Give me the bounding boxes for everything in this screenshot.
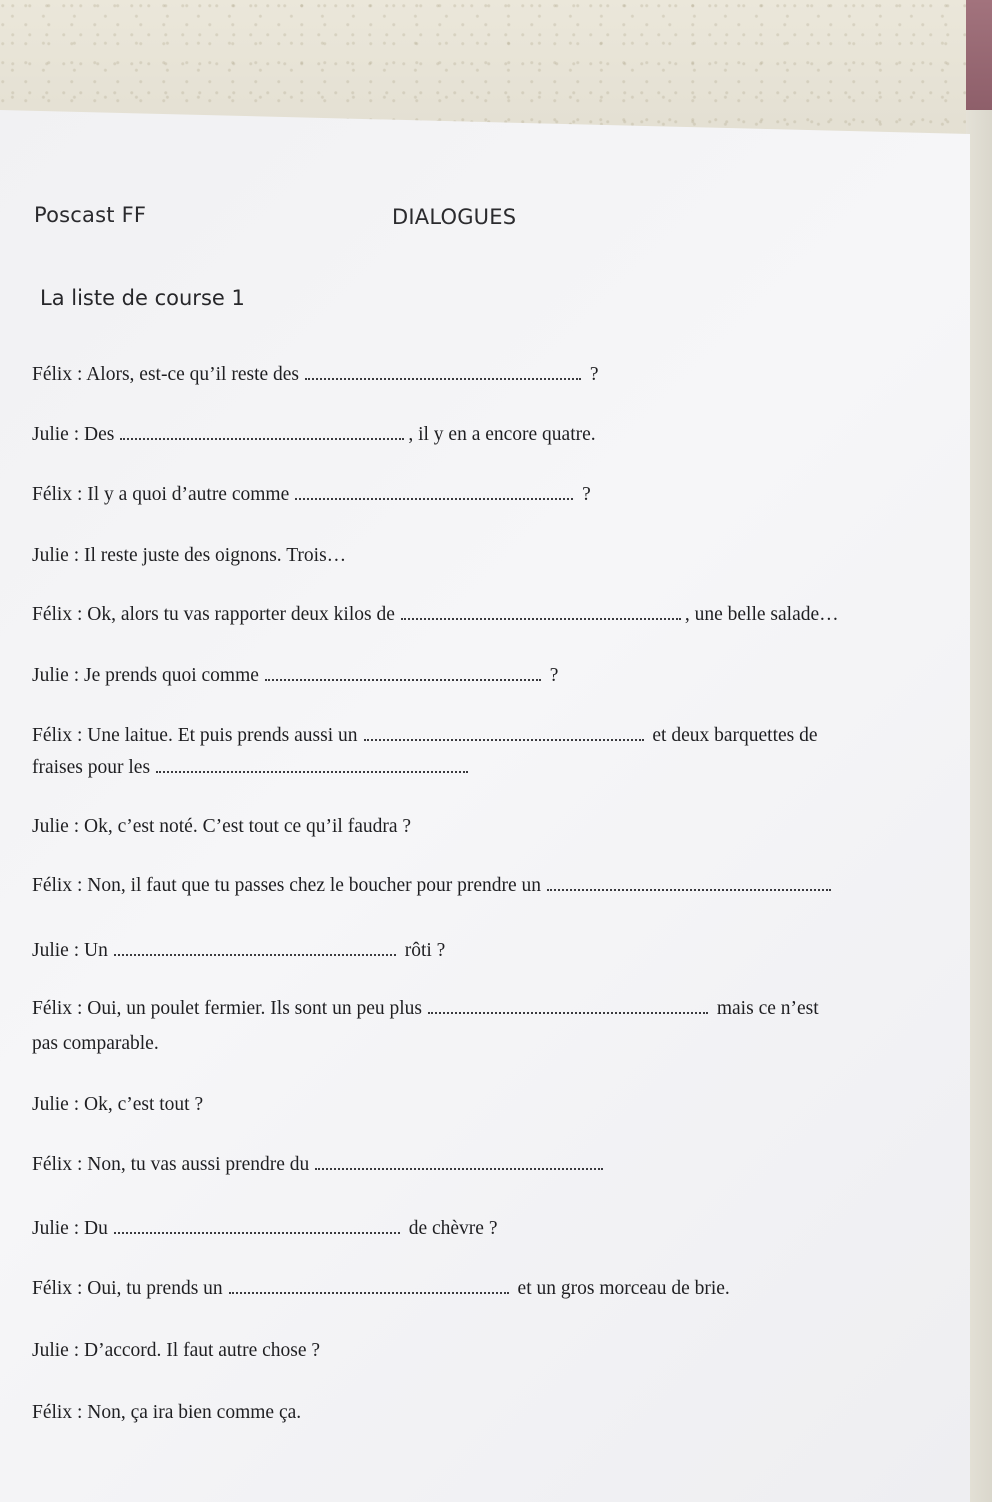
line-text: ?	[589, 364, 599, 385]
line-text: Je prends quoi comme	[84, 665, 259, 686]
dialogue-line	[32, 1154, 607, 1176]
dialogue-line	[32, 665, 558, 687]
line-text: Ok, alors tu vas rapporter deux kilos de	[87, 604, 395, 625]
speaker: Félix :	[32, 875, 83, 896]
speaker: Julie :	[32, 1218, 80, 1239]
blank-field[interactable]	[120, 424, 404, 440]
dialogue-line	[32, 998, 819, 1020]
line-text: pas comparable.	[32, 1033, 159, 1054]
speaker: Félix :	[32, 998, 83, 1019]
folder-corner	[966, 0, 992, 110]
line-text: et deux barquettes de	[652, 725, 818, 746]
line-text: Non, ça ira bien comme ça.	[87, 1402, 302, 1423]
blank-field[interactable]	[305, 364, 581, 380]
speaker: Félix :	[32, 484, 83, 505]
line-text: Ok, c’est noté. C’est tout ce qu’il faudra ?	[84, 816, 412, 837]
line-text: Un	[84, 940, 108, 961]
blank-field[interactable]	[156, 757, 468, 773]
blank-field[interactable]	[114, 940, 396, 956]
line-text: fraises pour les	[32, 757, 151, 778]
line-text: Oui, tu prends un	[87, 1278, 223, 1299]
speaker: Félix :	[32, 604, 83, 625]
dialogue-line	[32, 604, 839, 626]
line-text: Il y a quoi d’autre comme	[87, 484, 290, 505]
speaker: Julie :	[32, 1094, 80, 1115]
dialogue-line	[32, 364, 599, 386]
blank-field[interactable]	[547, 875, 831, 891]
line-text: Oui, un poulet fermier. Ils sont un peu plus	[87, 998, 422, 1019]
line-text: D’accord. Il faut autre chose ?	[84, 1340, 321, 1361]
dialogue-line	[32, 1340, 320, 1362]
blank-field[interactable]	[295, 484, 573, 500]
blank-field[interactable]	[114, 1218, 400, 1234]
line-text: Une laitue. Et puis prends aussi un	[87, 725, 358, 746]
dialogue-line-continuation	[32, 1033, 159, 1055]
dialogue-line	[32, 484, 591, 506]
blank-field[interactable]	[401, 604, 681, 620]
line-text: ?	[582, 484, 591, 505]
podcast-title: Poscast FF	[34, 203, 147, 227]
line-text: Non, tu vas aussi prendre du	[87, 1154, 310, 1175]
line-text: Des	[84, 424, 115, 445]
line-text: Du	[84, 1218, 108, 1239]
blank-field[interactable]	[229, 1278, 509, 1294]
line-text: mais ce n’est	[716, 998, 819, 1019]
dialogue-line	[32, 940, 445, 962]
line-text: , une belle salade…	[684, 604, 839, 625]
dialogue-line	[32, 1094, 203, 1116]
speaker: Félix :	[32, 364, 83, 385]
line-text: Non, il faut que tu passes chez le boucher pour prendre un	[87, 875, 542, 896]
exercise-title: La liste de course 1	[40, 286, 245, 310]
speaker: Félix :	[32, 1278, 83, 1299]
blank-field[interactable]	[315, 1154, 603, 1170]
speaker: Félix :	[32, 1402, 83, 1423]
line-text: et un gros morceau de brie.	[517, 1278, 730, 1299]
dialogue-line-continuation	[32, 757, 472, 779]
dialogue-line	[32, 545, 346, 567]
speaker: Julie :	[32, 545, 80, 566]
speaker: Julie :	[32, 940, 80, 961]
line-text: , il y en a encore quatre.	[408, 424, 596, 445]
blank-field[interactable]	[364, 725, 644, 741]
line-text: Alors, est-ce qu’il reste des	[86, 364, 300, 385]
section-title: DIALOGUES	[392, 205, 517, 229]
dialogue-line	[32, 816, 411, 838]
line-text: Il reste juste des oignons. Trois…	[84, 545, 347, 566]
speaker: Félix :	[32, 1154, 83, 1175]
blank-field[interactable]	[428, 998, 708, 1014]
dialogue-line	[32, 875, 835, 897]
line-text: de chèvre ?	[408, 1218, 498, 1239]
dialogue-line	[32, 1402, 301, 1424]
dialogue-line	[32, 725, 818, 747]
speaker: Julie :	[32, 1340, 80, 1361]
line-text: Ok, c’est tout ?	[84, 1094, 204, 1115]
speaker: Julie :	[32, 665, 80, 686]
line-text: ?	[549, 665, 559, 686]
dialogue-line	[32, 1278, 730, 1300]
line-text: rôti ?	[404, 940, 446, 961]
speaker: Félix :	[32, 725, 83, 746]
speaker: Julie :	[32, 816, 80, 837]
dialogue-line	[32, 1218, 498, 1240]
speaker: Julie :	[32, 424, 80, 445]
dialogue-line	[32, 424, 596, 446]
blank-field[interactable]	[265, 665, 541, 681]
